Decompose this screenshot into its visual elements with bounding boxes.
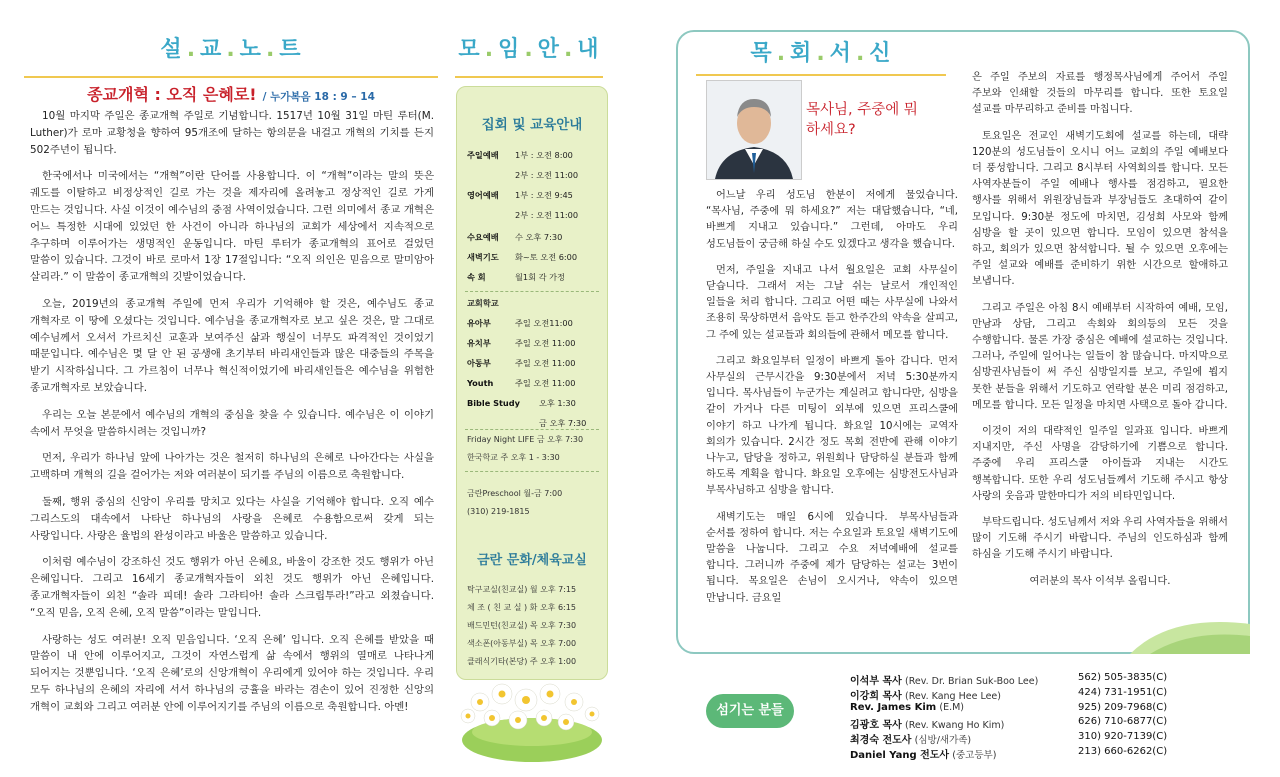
sermon-paragraph: 한국에서나 미국에서는 “개혁”이란 단어를 사용합니다. 이 “개혁”이라는 말의 뜻은 궤도를 이탈하고 비정상적인 길로 가는 것을 제자리에 올려놓고 정상적인 길로 가게 만드는 것입니다. 사실 이것이 예수님의 중점 사역이었습니다. 그런 의미에서 종교 개혁은 어느 특정한 시대에 있었던 한 사건이 아니라 하나님의 교회가 세상에서 지속적으로 추구하며 이루어가는 생명적인 운동입니다. 마틴 루터가 종교개혁의 표어로 걸었던 말씀이 있습니다. 그것이 바로 로마서 1장 17절입니다: “오직 의인은 믿음으로 말미암아 살리라.” 이 말씀이 종교개혁의 깃발이었습니다. [30,170,434,284]
school-title: 교회학교 [467,298,499,308]
service-row: 2부 : 오전 11:00 [515,170,579,180]
heading-char: 서 [829,41,852,66]
heading-char: 신 [869,41,892,66]
letter-paragraph: 그리고 화요일부터 일정이 바쁘게 돌아 갑니다. 먼저 사무실의 근무시간을 9:30분에서 저녁 5:30분까지 입니다. 목사님들이 누군가는 계실려고 합니다만, 심방을 같이 가거나 다른 미팅이 외부에 있으면 프리스쿨에 이야기 하고 나가게 됩니다. 화요일 10시에는 교역자 회의가 있습니다. 2시간 정도 목회 전반에 관해 이야기 나누고, 담당을 정하고, 위원회나 담당하실 분들과 함께 하도록 계획을 합니다. 화요일 오후에는 심방전도사님과 부목사님하고 심방을 합니다. [706,355,958,497]
sermon-reference: / 누가복음 18 : 9 – 14 [262,91,375,103]
staff-row: 김광호 목사 (Rev. Kwang Ho Kim) 626) 710-6877(C) [850,716,1168,732]
letter-paragraph: 먼저, 주일을 지내고 나서 월요일은 교회 사무실이 닫습니다. 그래서 저는 그날 쉬는 날로서 개인적인 일들을 처리 합니다. 그리고 어떤 때는 사무실에 나와서 조용히 묵상하면서 음악도 듣고 한주간의 약속을 살피고, 그 주에 있는 설교들과 회의들에 관해서 메모를 합니다. [706,264,958,341]
pastor-letter-heading: 목 . 회 . 서 . 신 [696,34,946,76]
divider [465,291,599,292]
sermon-paragraph: 10월 마지막 주일은 종교개혁 주일로 기념합니다. 1517년 10월 31일 마틴 루터(M. Luther)가 로마 교황청을 향하여 95개조에 달하는 항의문을 내걸고 개혁의 기치를 든지 502주년이 됩니다. [30,110,434,156]
preschool: 금란Preschool 월-금 7:00 [467,489,563,498]
meetings-heading: 모 . 임 . 안 . 내 [455,28,603,78]
sermon-paragraph: 사랑하는 성도 여러분! 오직 믿음입니다. ‘오직 은혜’ 입니다. 오직 은혜를 받았을 때 말씀이 내 안에 이루어지고, 그것이 자연스럽게 삶 속에서 행위의 열매로 나타나게 되어지는 것뿐입니다. ‘오직 은혜’로의 신앙개혁이 우리에게 있어야 하는 것입니다. 우리 모두 하나님의 은혜의 자리에 서서 하나님의 긍휼을 바라는 겸손이 있어 진정한 신앙의 개혁이 교회와 그리고 여러분 안에 이루어지기를 주님의 이름으로 축원합니다. 아멘! [30,633,434,713]
school-row: 유치부 주일 오전 11:00 [467,338,576,348]
school-row: Youth 주일 오전 11:00 [467,378,576,388]
letter-paragraph: 토요일은 전교인 새벽기도회에 설교를 하는데, 대략 120분의 성도님들이 오시니 어느 교회의 주일 예배보다 더 풍성합니다. 그리고 8시부터 사역회의를 합니다. 모든 사역자분들이 주일 예배나 행사를 점검하고, 필요한 행사를 위해서 위원장님들과 부장님들도 초대하여 같이 모입니다. 9:30분 정도에 마치면, 김성희 사모와 함께 심방을 할 곳이 있으면 합니다. 모임이 있으면 참석을 하고, 회의가 있으면 참석합니다. 될 수 있으면 오후에는 주일 설교와 예배를 준비하기 위한 시간으로 할애하고 보냅니다. [972,130,1228,288]
school-row: Bible Study 오후 1:30 [467,398,576,408]
culture-row: 클래식기타(본당) 주 오후 1:00 [467,657,577,666]
service-row: 주일예배 1부 : 오전 8:00 [467,150,573,160]
staff-row: 이강희 목사 (Rev. Kang Hee Lee) 424) 731-1951(C) [850,686,1168,702]
sermon-paragraph: 둘째, 행위 중심의 신앙이 우리를 망치고 있다는 사실을 기억해야 합니다. 오직 예수 그리스도의 대속에서 나타난 하나님의 사랑을 은혜로 수용함으로써 갖게 되는 사랑입니다. 사랑은 율법의 완성이라고 바울은 말씀하고 있습니다. [30,495,434,542]
service-row: 속 회 월1회 각 가정 [467,272,565,282]
services-title: 집회 및 교육안내 [481,117,583,133]
daisy-flowers-decoration [460,672,605,762]
grass-decoration [1130,594,1250,654]
letter-paragraph: 이것이 저의 대략적인 일주일 일과표 입니다. 바쁘게 지내지만, 주신 사명을 감당하기에 기쁨으로 합니다. 주중에 우리 프리스쿨 아이들과 지내는 시간도 행복합니다. 또한 우리 성도님들께서 기도해 주시고 항상 사랑의 웃음과 말한마디가 저의 비타민입니다. [972,426,1228,502]
sermon-notes-heading: 설 . 교 . 노 . 트 [24,28,438,78]
letter-column-2 [972,70,1228,600]
school-row: 금 오후 7:30 [539,418,587,428]
letter-signature: 여러분의 목사 이석부 올립니다. [1029,575,1171,587]
sermon-paragraph: 오늘, 2019년의 종교개혁 주일에 먼저 우리가 기억해야 할 것은, 예수님도 종교 개혁자로 이 땅에 오셨다는 것입니다. 예수님을 종교개혁자로 보고 싶은 것은, 말 그대로 예수님께서 오셔서 가르치신 교훈과 보여주신 삶과 행실이 너무도 파격적인 것이었기 때문입니다. 예수님은 몇 달 안 된 공생애 초기부터 바리새인들과 많은 대중들의 주목을 받기 시작하십니다. 그 가르침이 너무나 혁신적이었기에 바리새인들은 예수님을 위험한 종교개혁자로 보았습니다. [30,297,434,394]
heading-char: 교 [200,37,223,62]
staff-row: 최경숙 전도사 (심방/새가족) 310) 920-7139(C) [850,731,1168,747]
letter-column-1 [706,188,958,617]
korean-school: 한국학교 주 오후 1 - 3:30 [467,453,560,462]
sermon-paragraph: 우리는 오늘 본문에서 예수님의 개혁의 중심을 찾을 수 있습니다. 예수님은 이 이야기 속에서 무엇을 말씀하시려는 것입니까? [30,408,434,438]
culture-row: 색소폰(아동부실) 목 오후 7:00 [467,639,577,648]
letter-paragraph: 어느날 우리 성도님 한분이 저에게 물었습니다. “목사님, 주중에 뭐 하세요?” 저는 대답했습니다, “네, 바쁘게 지내고 있습니다.” 그런데, 아마도 우리 성도님들이 궁금해 하실 수도 있겠다고 생각을 했습니다. [706,190,958,250]
staff-row: Rev. James Kim (E.M) 925) 209-7968(C) [850,701,1168,713]
letter-paragraph: 부탁드립니다. 성도님께서 저와 우리 사역자들을 위해서 많이 기도해 주시기 바랍니다. 주님의 인도하심과 함께 하심을 기도해 주시기 바랍니다. [972,517,1228,561]
heading-char: 안 [537,37,560,62]
service-row: 수요예배 수 오후 7:30 [467,232,563,242]
sermon-title-text: 종교개혁 : 오직 은혜로! [87,85,257,104]
sermon-body [30,108,434,726]
heading-char: 회 [790,41,813,66]
preschool-phone: (310) 219-1815 [467,507,530,516]
staff-row: 이석부 목사 (Rev. Dr. Brian Suk-Boo Lee) 562) 505-3835(C) [850,672,1168,687]
staff-row: Daniel Yang 전도사 (중고등부) 213) 660-6262(C) [850,745,1168,761]
heading-char: 내 [577,37,600,62]
pastor-photo [706,80,802,180]
service-row: 영어예배 1부 : 오전 9:45 [467,190,573,200]
culture-title: 금란 문화/체육교실 [477,553,587,568]
divider [465,471,599,472]
meetings-panel [456,86,608,680]
friday-life: Friday Night LIFE 금 오후 7:30 [467,435,584,444]
culture-row: 탁구교실(친교실) 월 오후 7:15 [467,585,577,594]
heading-char: 노 [239,37,262,62]
divider [465,429,599,430]
staff-list [850,672,1260,761]
sermon-title [24,82,438,105]
sermon-paragraph: 이처럼 예수님이 강조하신 것도 행위가 아닌 은혜요, 바울이 강조한 것도 행위가 아닌 은혜입니다. 그리고 16세기 종교개혁자들이 외친 것도 행위가 아닌 은혜입니다. 종교개혁자들이 외친 “솔라 피데! 솔라 그라티아! 솔라 스크립투라!”라고 외쳤습니다. “오직 믿음, 오직 은혜, 오직 말씀”이라는 말입니다. [30,556,434,619]
letter-paragraph: 새벽기도는 매일 6시에 있습니다. 부목사님들과 순서를 정하여 합니다. 저는 수요일과 토요일 새벽기도에 말씀을 나눕니다. 그리고 수요 저녁예배에 설교를 합니다. 그러니까 주중에 제가 담당하는 설교는 3번이 됩니다. 목요일은 손님이 오시거나, 약속이 있으면 만납니다. 금요일 [706,511,958,604]
culture-row: 체 조 ( 친 교 실 ) 화 오후 6:15 [467,603,576,612]
sermon-paragraph: 먼저, 우리가 하나님 앞에 나아가는 것은 철저히 하나님의 은혜로 나아간다는 사실을 고백하며 개혁의 길을 걸어가는 저와 여러분이 되기를 주님의 이름으로 축원합니다. [30,452,434,482]
culture-row: 배드민턴(친교실) 목 오후 7:30 [467,621,577,630]
service-row: 새벽기도 화~토 오전 6:00 [467,252,578,262]
heading-char: 모 [458,37,481,62]
letter-paragraph: 은 주일 주보의 자료를 행정목사님에게 주어서 주일 주보와 인쇄할 것들의 마무리를 합니다. 또한 토요일 설교를 마무리하고 준비를 마칩니다. [972,72,1228,116]
letter-question: 목사님, 주중에 뭐 하세요? [806,102,918,138]
letter-paragraph: 그리고 주일은 아침 8시 예배부터 시작하여 예배, 모임, 만남과 상담, 그리고 속회와 회의등의 모든 것을 수행합니다. 물론 가장 중심은 예배에 설교하는 것입니다. 그러나, 주일에 일어나는 일들이 참 많습니다. 마지막으로 심방권사님들이 써 주신 심방일지를 보고, 주일에 뵙지 못한 분들을 위해서 기도하고 연락할 분은 미리 점검하고, 메모를 합니다. 모든 일정을 마치면 사택으로 돌아 갑니다. [972,302,1228,411]
school-row: 유아부 주일 오전11:00 [467,318,573,328]
heading-char: 임 [498,37,521,62]
heading-char: 목 [750,41,773,66]
staff-button: 섬기는 분들 [706,694,794,728]
heading-char: 설 [160,37,183,62]
heading-char: 트 [279,37,302,62]
service-row: 2부 : 오전 11:00 [515,210,579,220]
school-row: 아동부 주일 오전 11:00 [467,358,576,368]
